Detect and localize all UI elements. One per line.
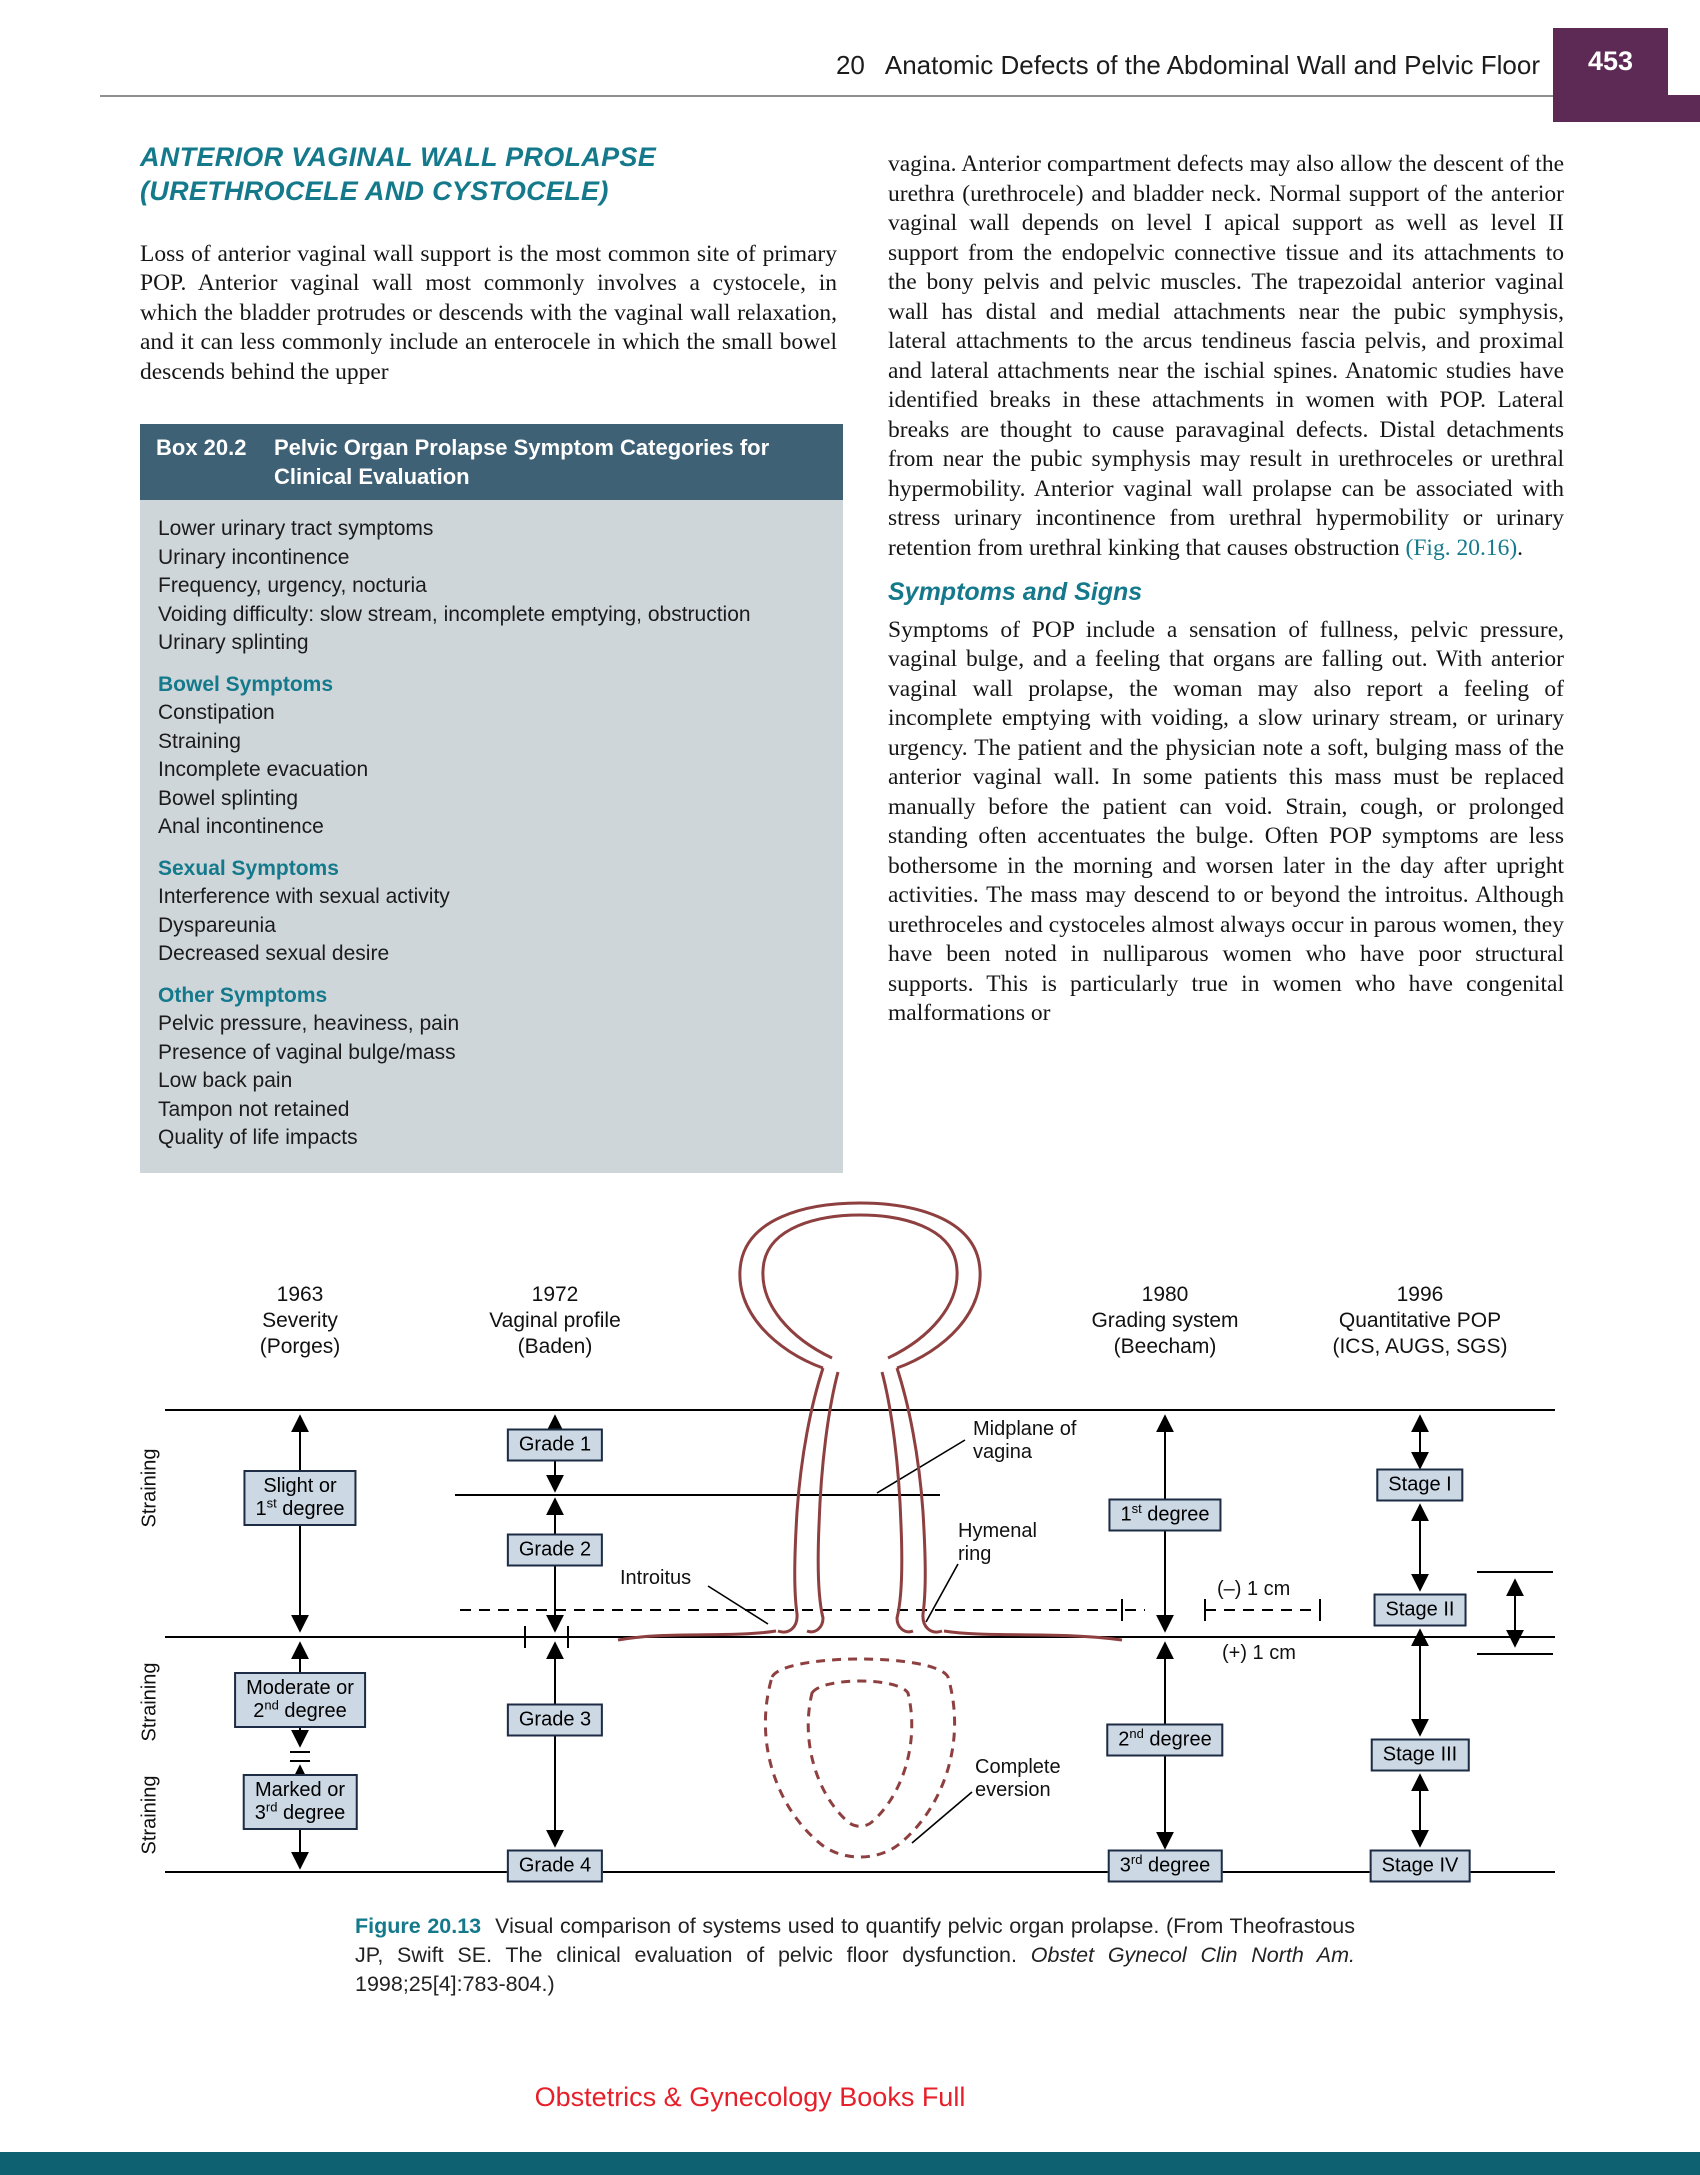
column-head-1980: 1980 Grading system (Beecham) bbox=[1091, 1283, 1239, 1358]
section-heading bbox=[140, 140, 850, 208]
section-heading-line1: ANTERIOR VAGINAL WALL PROLAPSE bbox=[140, 142, 657, 172]
annotation-leader-lines bbox=[708, 1440, 972, 1843]
box-section-heading: Sexual Symptoms bbox=[158, 856, 339, 880]
box-section-other bbox=[158, 982, 823, 1153]
figure-box-marked-third-degree: Marked or 3rd degree bbox=[243, 1774, 358, 1830]
figure-caption: Figure 20.13 Visual comparison of systems used to quantify pelvic organ prolapse. (From Theofrastous JP, Swift SE. The clinical evaluation of pelvic floor dysfunction. Obstet Gynecol Clin North Am. 1998;25[4]:783-804.) bbox=[355, 1914, 1355, 1996]
box-section-heading: Other Symptoms bbox=[158, 983, 328, 1007]
page-tab-strip bbox=[1553, 95, 1700, 122]
figure-box-stage-3: Stage III bbox=[1371, 1739, 1470, 1772]
symptoms-signs-heading: Symptoms and Signs bbox=[888, 578, 1143, 606]
figure-box-grade-3: Grade 3 bbox=[507, 1704, 603, 1737]
hymenal-ring-label: Hymenal ring bbox=[958, 1520, 1037, 1565]
bottom-color-bar bbox=[0, 2152, 1700, 2175]
box-item: Decreased sexual desire bbox=[158, 942, 390, 965]
header-rule bbox=[100, 95, 1553, 97]
right-column bbox=[888, 150, 1564, 1029]
page-number-tab bbox=[1553, 28, 1668, 95]
figure-20-13 bbox=[120, 1190, 1580, 1890]
box-item: Interference with sexual activity bbox=[158, 885, 450, 908]
figure-box-first-degree: 1st degree bbox=[1108, 1499, 1221, 1532]
chapter-title: Anatomic Defects of the Abdominal Wall and Pelvic Floor bbox=[884, 50, 1540, 80]
box-section-bowel bbox=[158, 671, 823, 842]
column-head-1996: 1996 Quantitative POP (ICS, AUGS, SGS) bbox=[1332, 1283, 1508, 1358]
figure-box-grade-4: Grade 4 bbox=[507, 1850, 603, 1883]
complete-eversion-outline bbox=[765, 1659, 954, 1857]
box-item: Tampon not retained bbox=[158, 1097, 350, 1121]
box-label: Box 20.2 bbox=[156, 435, 247, 460]
box-title: Pelvic Organ Prolapse Symptom Categories for Clinical Evaluation bbox=[274, 435, 770, 489]
box-item: Incomplete evacuation bbox=[158, 758, 369, 781]
figure-box-slight-first-degree: Slight or 1st degree bbox=[243, 1470, 356, 1526]
page-number: 453 bbox=[1587, 46, 1634, 76]
section-heading-line2: (URETHROCELE AND CYSTOCELE) bbox=[140, 176, 609, 206]
figure-box-grade-2: Grade 2 bbox=[507, 1534, 603, 1567]
figure-box-moderate-second-degree: Moderate or 2nd degree bbox=[234, 1672, 366, 1728]
column-head-1972: 1972 Vaginal profile (Baden) bbox=[489, 1283, 621, 1358]
box-body bbox=[140, 500, 843, 1173]
box-item: Anal incontinence bbox=[158, 815, 324, 838]
books-footer-text: Obstetrics & Gynecology Books Full bbox=[534, 2082, 966, 2112]
body-paragraph: vagina. Anterior compartment defects may also allow the descent of the urethra (urethrocele) and bladder neck. Normal support of the anterior vaginal wall depends on level I apical support as well as level II support from the endopelvic connective tissue and its attachments to the bony pelvis and pelvic muscles. The trapezoidal anterior vaginal wall has distal and medial attachments near the pubic symphysis, lateral attachments to the arcus tendineus fascia pelvis, and proximal and lateral attachments near the ischial spines. Anatomic studies have identified breaks in these attachments in women with POP. Lateral breaks are thought to cause paravaginal defects. Distal detachments from near the pubic symphysis may result in urethroceles or urethral hypermobility. Anterior vaginal wall prolapse can be associated with stress urinary incontinence from urethral hypermobility or urinary retention from urethral kinking that causes obstruction (Fig. 20.16). bbox=[888, 151, 1564, 561]
figure-caption-label: Figure 20.13 bbox=[355, 1914, 482, 1938]
box-section-urinary bbox=[158, 515, 823, 658]
running-head bbox=[0, 50, 1540, 81]
box-item: Straining bbox=[158, 729, 241, 753]
box-section-heading: Bowel Symptoms bbox=[158, 672, 334, 696]
box-item: Urinary incontinence bbox=[158, 545, 350, 569]
intro-paragraph: Loss of anterior vaginal wall support is the most common site of primary POP. Anterior vaginal wall most commonly involves a cystocele, in which the bladder protrudes or descends with the vaginal wall relaxation, and it can less commonly include an enterocele in which the small bowel descends behind the upper bbox=[140, 240, 837, 385]
introitus-label: Introitus bbox=[620, 1567, 692, 1589]
complete-eversion-label: Complete eversion bbox=[975, 1756, 1061, 1801]
box-item: Quality of life impacts bbox=[158, 1126, 358, 1149]
chapter-number: 20 bbox=[835, 50, 865, 80]
box-item: Voiding difficulty: slow stream, incomplete emptying, obstruction bbox=[158, 602, 751, 626]
figure-box-third-degree: 3rd degree bbox=[1108, 1850, 1223, 1883]
straining-label: Straining bbox=[138, 1662, 161, 1742]
box-item: Presence of vaginal bulge/mass bbox=[158, 1040, 456, 1064]
box-item: Frequency, urgency, nocturia bbox=[158, 574, 427, 597]
figure-cross-reference-link[interactable]: (Fig. 20.16) bbox=[1405, 534, 1518, 561]
minus-1-cm-label: (–) 1 cm bbox=[1217, 1578, 1291, 1600]
figure-box-second-degree: 2nd degree bbox=[1106, 1724, 1223, 1757]
midplane-of-vagina-label: Midplane of vagina bbox=[973, 1418, 1077, 1463]
figure-reference-lines bbox=[165, 1410, 1555, 1872]
figure-box-stage-4: Stage IV bbox=[1370, 1850, 1471, 1883]
box-item: Bowel splinting bbox=[158, 786, 299, 810]
body-paragraph: Symptoms of POP include a sensation of fullness, pelvic pressure, vaginal bulge, and a feeling that organs are falling out. With anterior vaginal wall prolapse, the woman may also report a feeling of incomplete emptying with voiding, a slow urinary stream, or urinary urgency. The patient and the physician note a soft, bulging mass of the anterior vaginal wall. In some patients this mass must be replaced manually before the patient can void. Strain, cough, or prolonged standing often accentuates the bulge. Often POP symptoms are less bothersome in the morning and worsen later in the day after upright activities. The mass may descend to or beyond the introitus. Although urethroceles and cystoceles almost always occur in parous women, they have been noted in nulliparous women who have poor structural supports. This is particularly true in women who have congenital malformations or bbox=[888, 616, 1564, 1026]
box-item: Urinary splinting bbox=[158, 631, 309, 654]
box-item: Constipation bbox=[158, 701, 275, 724]
box-section-sexual bbox=[158, 855, 823, 969]
box-item: Lower urinary tract symptoms bbox=[158, 517, 434, 540]
figure-box-grade-1: Grade 1 bbox=[507, 1429, 603, 1462]
box-item: Dyspareunia bbox=[158, 913, 276, 937]
box-header bbox=[140, 424, 843, 500]
straining-label: Straining bbox=[138, 1448, 161, 1528]
symptom-categories-box bbox=[140, 424, 843, 1173]
plus-1-cm-label: (+) 1 cm bbox=[1222, 1642, 1296, 1664]
column-head-1963: 1963 Severity (Porges) bbox=[259, 1283, 341, 1358]
box-item: Low back pain bbox=[158, 1069, 293, 1092]
straining-label: Straining bbox=[138, 1775, 161, 1855]
figure-box-stage-1: Stage I bbox=[1376, 1469, 1463, 1502]
box-item: Pelvic pressure, heaviness, pain bbox=[158, 1012, 460, 1035]
figure-box-stage-2: Stage II bbox=[1374, 1594, 1467, 1627]
caption-journal-name: Obstet Gynecol Clin North Am. bbox=[1030, 1943, 1355, 1967]
